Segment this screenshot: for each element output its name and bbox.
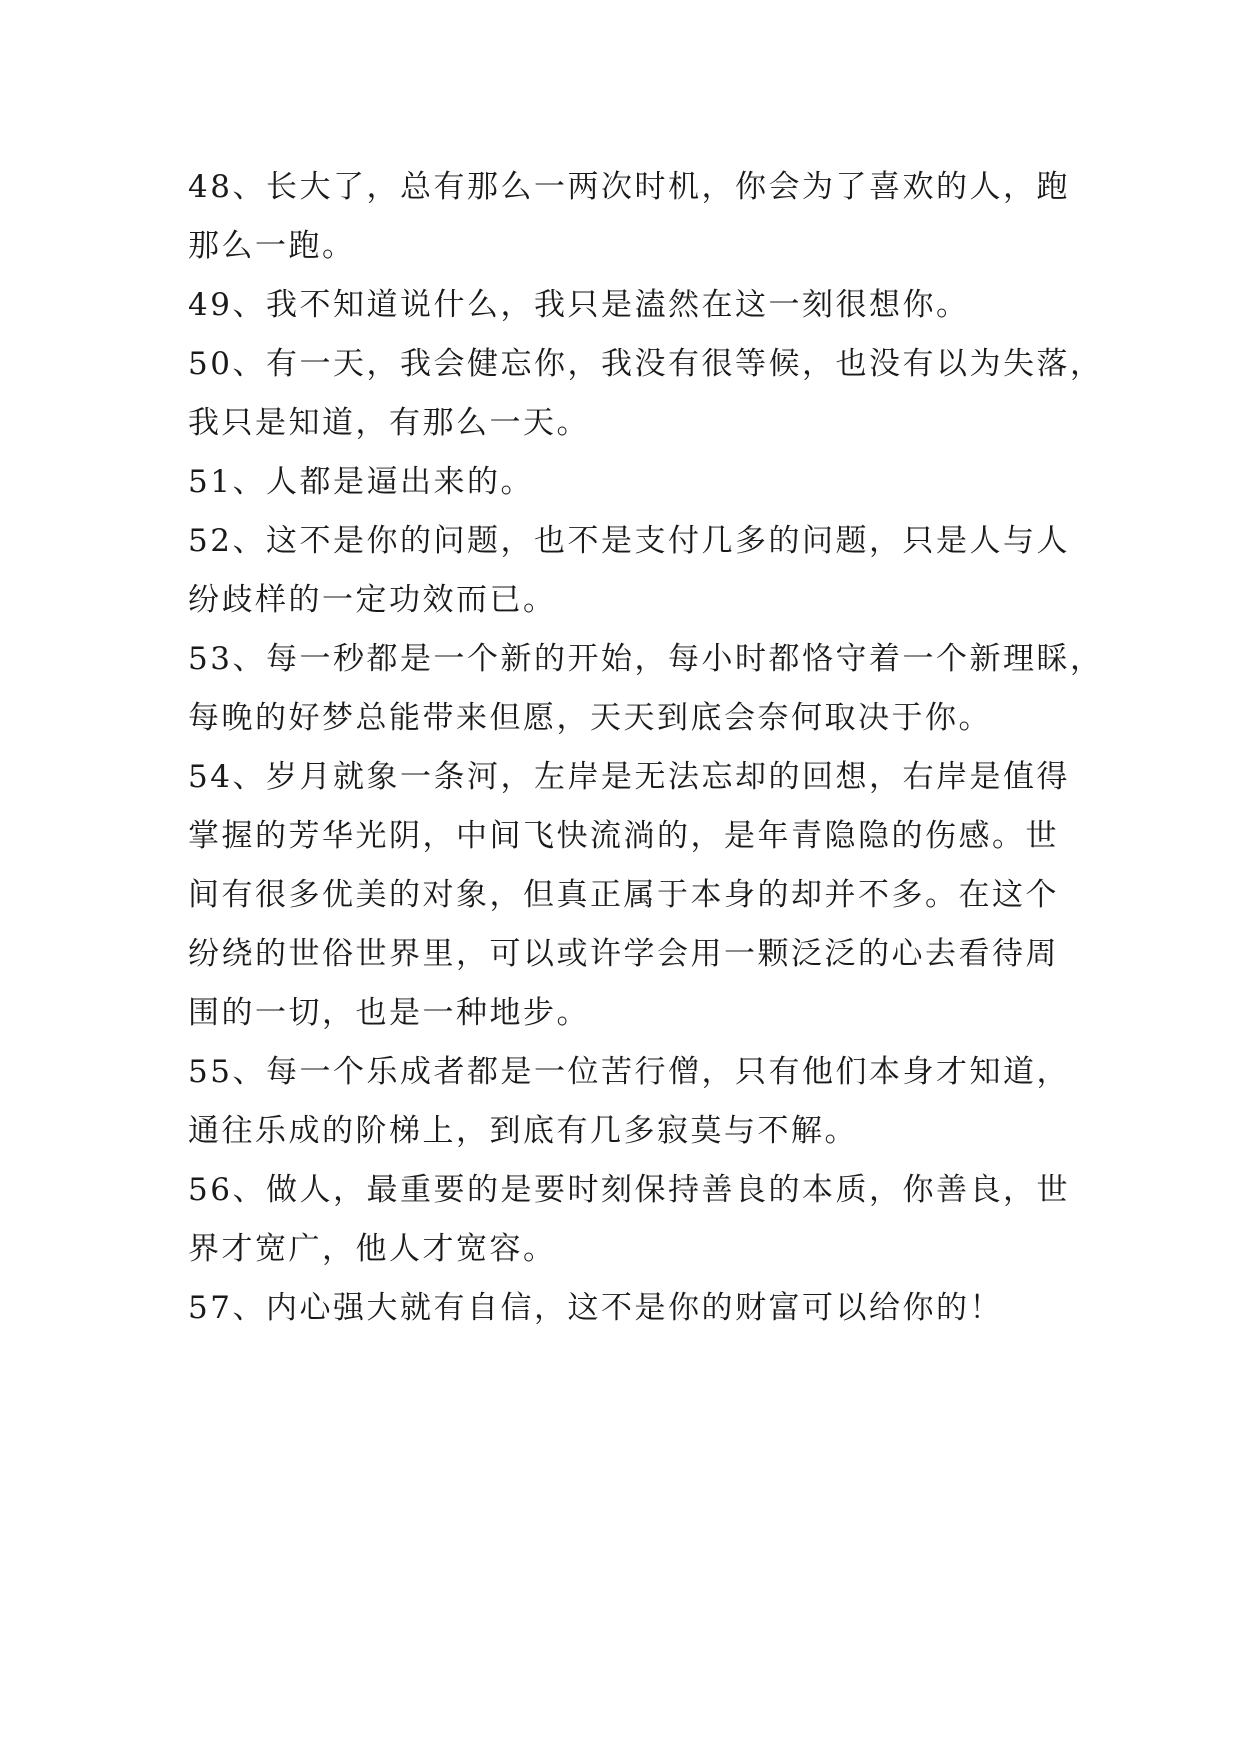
text-line: 57、内心强大就有自信，这不是你的财富可以给你的！ bbox=[188, 1290, 1003, 1326]
text-line: 通往乐成的阶梯上，到底有几多寂莫与不解。 bbox=[188, 1113, 858, 1149]
text-line: 我只是知道，有那么一天。 bbox=[188, 405, 590, 441]
text-line: 那么一跑。 bbox=[188, 228, 356, 264]
text-line: 纷歧样的一定功效而已。 bbox=[188, 582, 557, 618]
text-line: 53、每一秒都是一个新的开始，每小时都恪守着一个新理睬， bbox=[188, 641, 1104, 677]
text-line: 54、岁月就象一条河，左岸是无法忘却的回想，右岸是值得 bbox=[188, 759, 1070, 795]
text-line: 50、有一天，我会健忘你，我没有很等候，也没有以为失落， bbox=[188, 346, 1104, 382]
text-line: 48、长大了，总有那么一两次时机，你会为了喜欢的人，跑 bbox=[188, 169, 1070, 205]
text-line: 每晚的好梦总能带来但愿，天天到底会奈何取决于你。 bbox=[188, 700, 992, 736]
text-line: 间有很多优美的对象，但真正属于本身的却并不多。在这个 bbox=[188, 877, 1059, 913]
text-line: 52、这不是你的问题，也不是支付几多的问题，只是人与人 bbox=[188, 523, 1070, 559]
text-line: 49、我不知道说什么，我只是溘然在这一刻很想你。 bbox=[188, 287, 970, 323]
text-line: 纷绕的世俗世界里，可以或许学会用一颗泛泛的心去看待周 bbox=[188, 936, 1059, 972]
text-line: 56、做人，最重要的是要时刻保持善良的本质，你善良，世 bbox=[188, 1172, 1070, 1208]
text-line: 掌握的芳华光阴，中间飞快流淌的，是年青隐隐的伤感。世 bbox=[188, 818, 1059, 854]
text-line: 55、每一个乐成者都是一位苦行僧，只有他们本身才知道， bbox=[188, 1054, 1070, 1090]
text-line: 51、人都是逼出来的。 bbox=[188, 464, 534, 500]
text-line: 围的一切，也是一种地步。 bbox=[188, 995, 590, 1031]
quote-list bbox=[188, 158, 1104, 1338]
text-line: 界才宽广，他人才宽容。 bbox=[188, 1231, 557, 1267]
